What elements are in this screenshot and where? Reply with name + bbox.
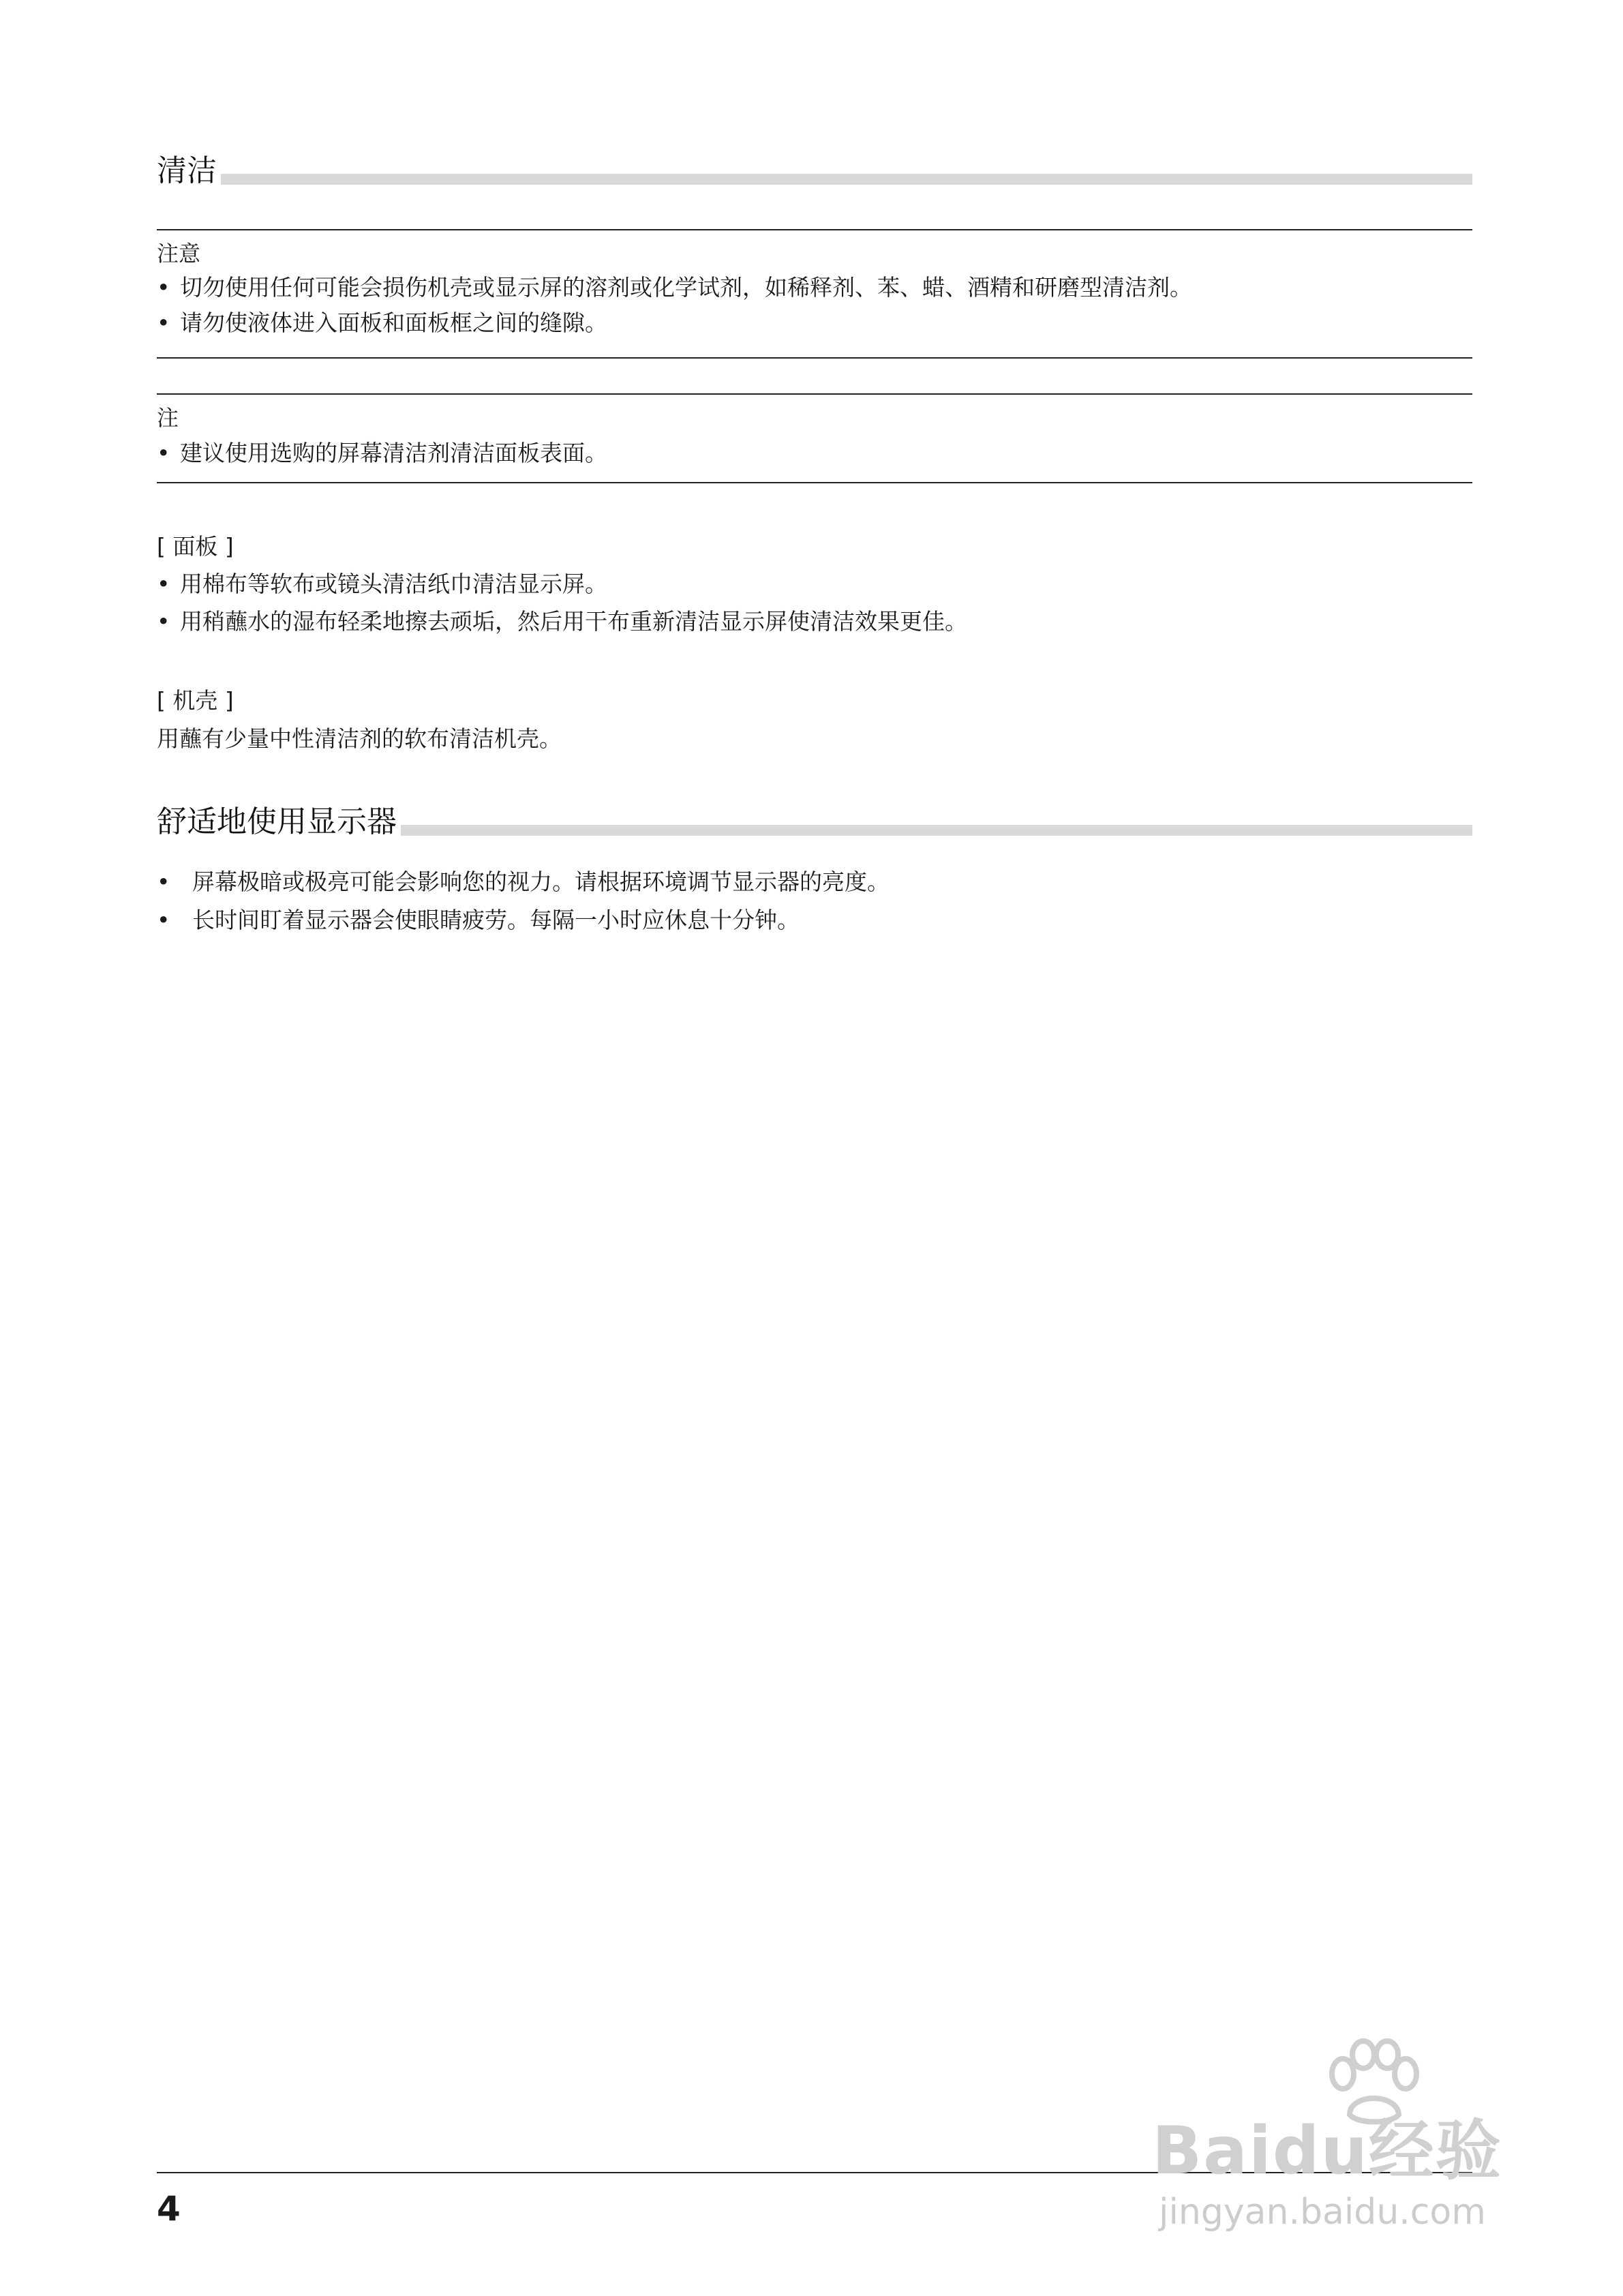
caution-label: 注意 — [157, 241, 201, 267]
note-item: • 建议使用选购的屏幕清洁剂清洁面板表面。 — [157, 438, 607, 468]
heading-rule — [401, 825, 1472, 836]
bullet-icon: • — [157, 571, 170, 597]
cabinet-label: [ 机壳 ] — [157, 687, 234, 714]
bullet-icon: • — [157, 868, 170, 895]
section-title: 舒适地使用显示器 — [157, 804, 397, 839]
section-heading-comfort — [157, 804, 1472, 840]
caution-item: • 切勿使用任何可能会损伤机壳或显示屏的溶剂或化学试剂，如稀释剂、苯、蜡、酒精和研磨型清洁剂。 — [157, 273, 1192, 303]
bullet-icon: • — [157, 907, 170, 933]
page-number: 4 — [157, 2189, 181, 2229]
panel-label: [ 面板 ] — [157, 533, 234, 560]
comfort-item: • 屏幕极暗或极亮可能会影响您的视力。请根据环境调节显示器的亮度。 — [157, 867, 890, 897]
comfort-item: • 长时间盯着显示器会使眼睛疲劳。每隔一小时应休息十分钟。 — [157, 905, 800, 935]
caution-item: • 请勿使液体进入面板和面板框之间的缝隙。 — [157, 308, 607, 338]
cabinet-text: 用蘸有少量中性清洁剂的软布清洁机壳。 — [157, 725, 562, 752]
watermark — [1152, 2038, 1534, 2243]
bullet-icon: • — [157, 608, 170, 635]
heading-rule — [221, 174, 1472, 185]
panel-item: • 用稍蘸水的湿布轻柔地擦去顽垢，然后用干布重新清洁显示屏使清洁效果更佳。 — [157, 607, 967, 637]
note-label: 注 — [157, 405, 179, 431]
watermark-url: jingyan.baidu.com — [1159, 2192, 1486, 2233]
caution-box — [157, 229, 1472, 359]
bullet-icon: • — [157, 274, 170, 301]
bullet-icon: • — [157, 440, 170, 466]
watermark-brand: Baidu经验 — [1152, 2113, 1502, 2189]
section-title: 清洁 — [157, 153, 217, 188]
panel-item: • 用棉布等软布或镜头清洁纸巾清洁显示屏。 — [157, 569, 607, 599]
section-heading-cleaning — [157, 153, 1472, 189]
note-box — [157, 393, 1472, 483]
bullet-icon: • — [157, 309, 170, 336]
